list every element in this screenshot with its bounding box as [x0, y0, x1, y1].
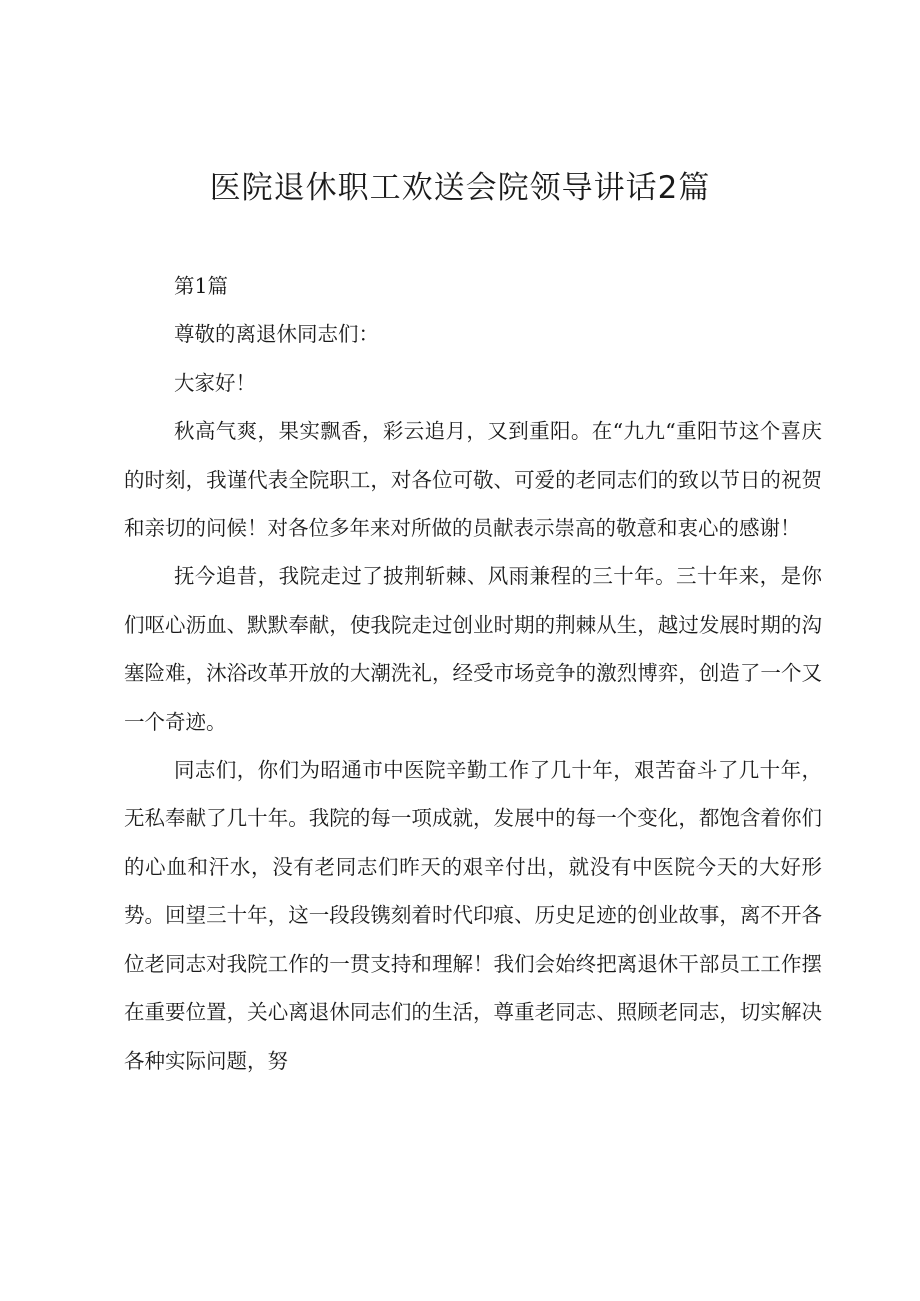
- document-body: [124, 262, 822, 1085]
- document-title: 医院退休职工欢送会院领导讲话2篇: [209, 170, 711, 206]
- paragraph: 同志们，你们为昭通市中医院辛勤工作了几十年，艰苦奋斗了几十年，无私奉献了几十年。我院的每一项成就，发展中的每一个变化，都饱含着你们的心血和汗水，没有老同志们昨天的艰辛付出，就没有中医院今天的大好形势。回望三十年，这一段段镌刻着时代印痕、历史足迹的创业故事，离不开各位老同志对我院工作的一贯支持和理解！我们会始终把离退休干部员工工作摆在重要位置，关心离退休同志们的生活，尊重老同志、照顾老同志，切实解决各种实际问题，努: [124, 758, 822, 1073]
- salutation: 尊敬的离退休同志们：: [174, 322, 379, 347]
- section-label: 第1篇: [174, 274, 229, 298]
- greeting: 大家好！: [174, 370, 256, 395]
- paragraph: 秋高气爽，果实飘香，彩云追月，又到重阳。在“九九“重阳节这个喜庆的时刻，我谨代表全院职工，对各位可敬、可爱的老同志们的致以节日的祝贺和亲切的问候！对各位多年来对所做的员献表示崇高的敬意和衷心的感谢！: [124, 419, 822, 541]
- paragraph: 抚今追昔，我院走过了披荆斩棘、风雨兼程的三十年。三十年来，是你们呕心沥血、默默奉献，使我院走过创业时期的荆棘从生，越过发展时期的沟塞险难，沐浴改革开放的大潮洗礼，经受市场竞争的激烈博弈，创造了一个又一个奇迹。: [124, 564, 822, 734]
